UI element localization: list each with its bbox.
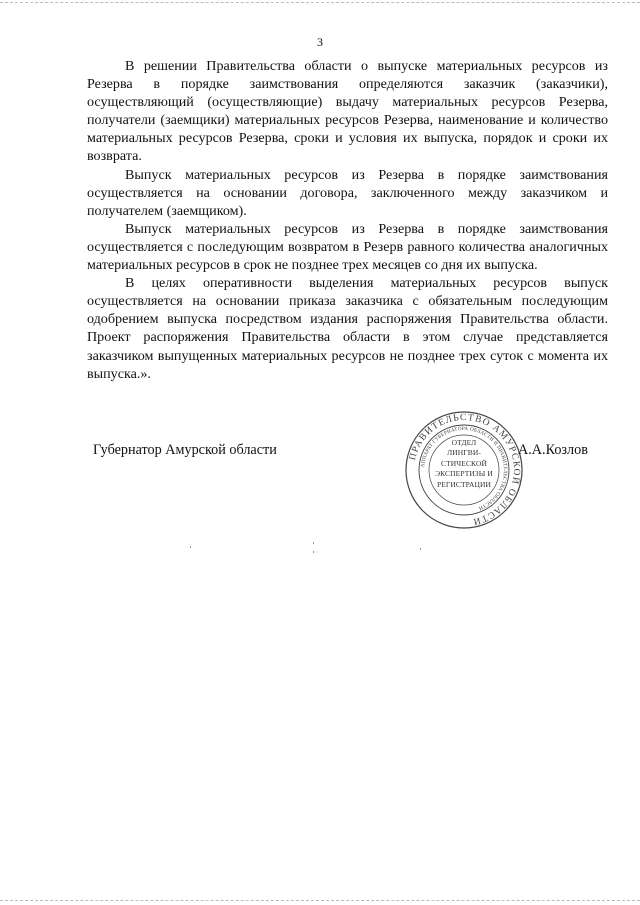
scan-edge-bottom	[0, 900, 640, 901]
document-body	[87, 57, 608, 383]
seal-ring-text: ПРАВИТЕЛЬСТВО АМУРСКОЙ ОБЛАСТИ	[407, 412, 522, 527]
scan-edge-top	[0, 2, 640, 3]
seal-center-line-3: СТИЧЕСКОЙ	[440, 458, 487, 468]
paragraph-4: В целях оперативности выделения материальных ресурсов выпуск осуществляется на основании приказа заказчика с обязательным последующим одобрением выпуска посредством издания распоряжения Правительства области. Проект распоряжения Правительства области в этом случае представляется заказчиком выпущенных материальных ресурсов не позднее трех суток с момента их выпуска.».	[87, 275, 608, 382]
page-number: 3	[317, 35, 323, 49]
scan-speck	[190, 546, 191, 548]
seal-center-line-1: ОТДЕЛ	[451, 438, 477, 447]
seal-inner-ring-text: АППАРАТ ГУБЕРНАТОРА ОБЛАСТИ И ПРАВИТЕЛЬСТВА ОБЛАСТИ	[420, 425, 509, 512]
seal-center-line-4: ЭКСПЕРТИЗЫ И	[435, 469, 493, 479]
seal-center-text	[426, 438, 502, 490]
paragraph-2: Выпуск материальных ресурсов из Резерва в порядке заимствования осуществляется на основании договора, заключенного между заказчиком и получателем (заемщиком).	[87, 166, 608, 219]
scan-speck	[313, 551, 314, 553]
scan-speck	[420, 548, 421, 550]
svg-text:ПРАВИТЕЛЬСТВО АМУРСКОЙ ОБЛАСТИ	[408, 413, 523, 526]
signer-name: А.А.Козлов	[518, 442, 588, 458]
seal-center-line-5: РЕГИСТРАЦИИ	[436, 479, 492, 489]
official-seal	[404, 410, 524, 530]
scan-speck	[313, 542, 314, 544]
seal-center-line-2: ЛИНГВИ-	[447, 448, 481, 458]
paragraph-3: Выпуск материальных ресурсов из Резерва в порядке заимствования осуществляется с последующим возвратом в Резерв равного количества аналогичных материальных ресурсов в срок не позднее трех месяцев со дня их выпуска.	[87, 220, 608, 274]
signer-title: Губернатор Амурской области	[93, 442, 277, 458]
paragraph-1: В решении Правительства области о выпуске материальных ресурсов из Резерва в порядке заимствования определяются заказчик (заказчики), осуществляющий (осуществляющие) выдачу материальных ресурсов Резерва, получатели (заемщики) материальных ресурсов Резерва, наименование и количество материальных ресурсов Резерва, сроки и условия их выпуска, порядок и сроки их возврата.	[87, 58, 608, 165]
svg-text:АППАРАТ ГУБЕРНАТОРА ОБЛАСТИ И	[420, 426, 508, 511]
